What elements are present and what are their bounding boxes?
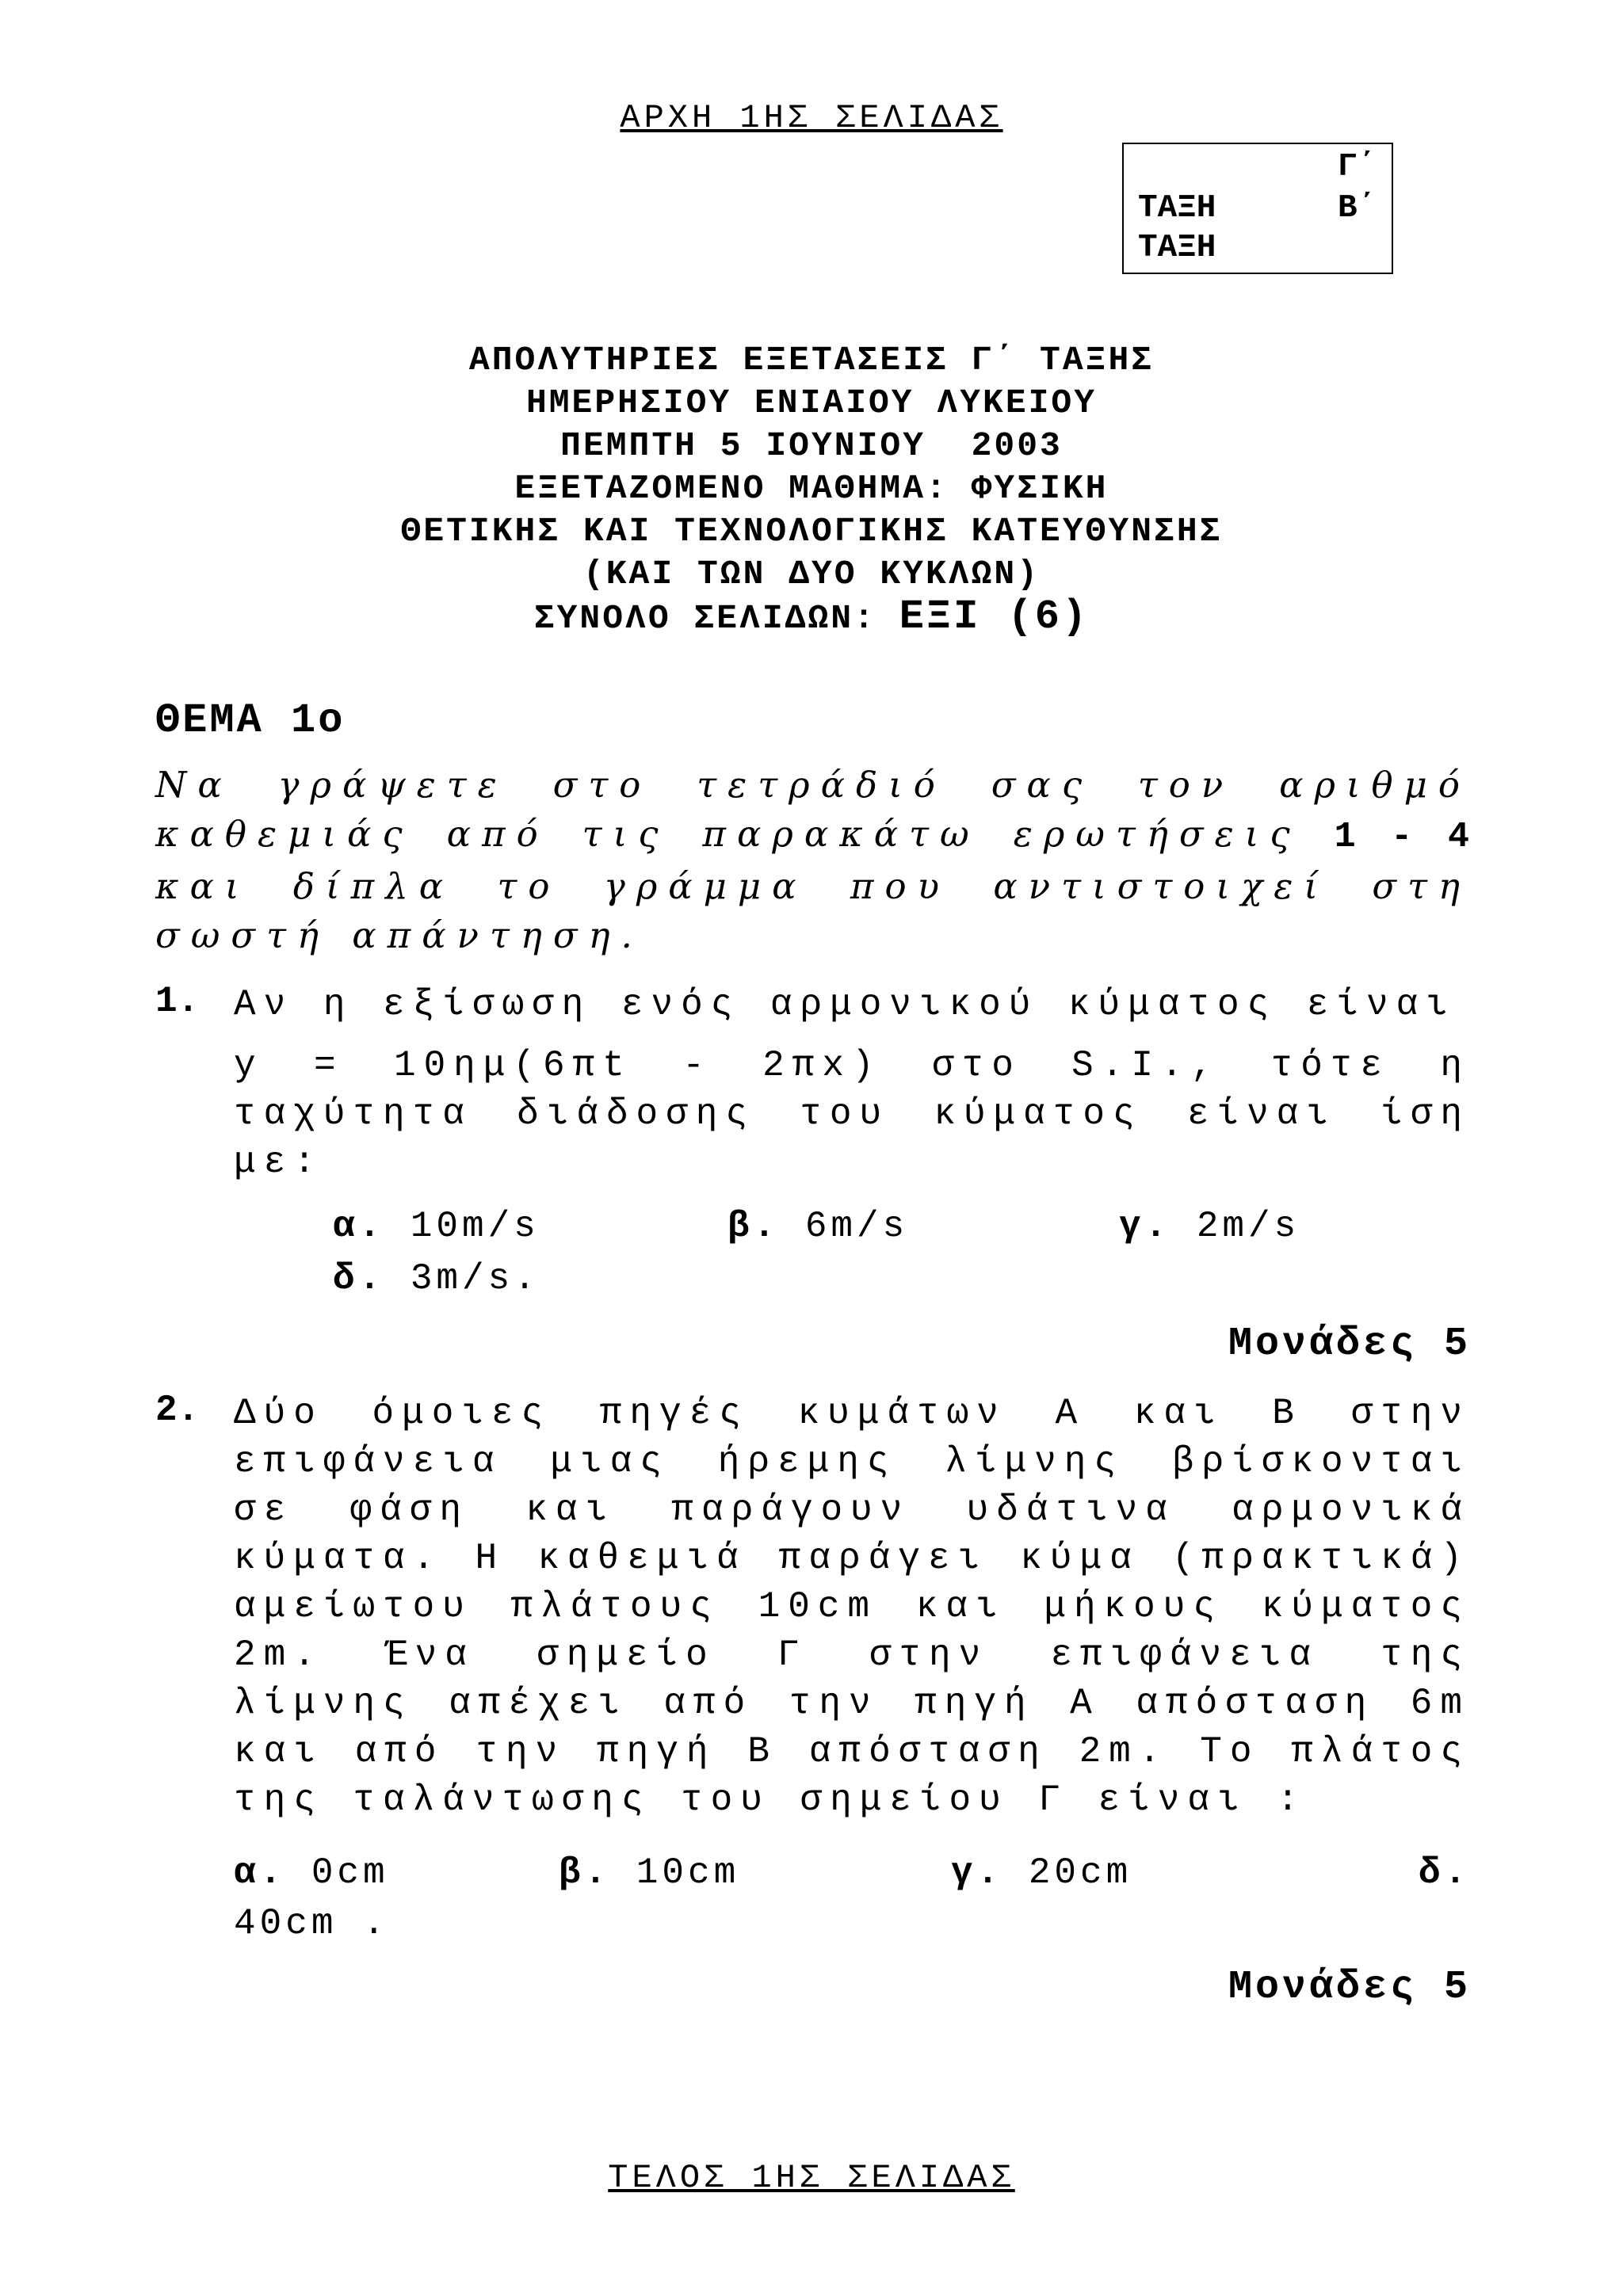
option-letter: γ. bbox=[1119, 1206, 1171, 1247]
option-letter: β. bbox=[727, 1206, 780, 1247]
instructions-part-2: και δίπλα το γράμμα που αντιστοιχεί στη σωστή απάντηση. bbox=[155, 865, 1471, 956]
question-2-option-c bbox=[951, 1852, 1132, 1894]
grade-box bbox=[1122, 143, 1393, 274]
title-line-4: ΕΞΕΤΑΖΟΜΕΝΟ ΜΑΘΗΜΑ: ΦΥΣΙΚΗ bbox=[514, 469, 1109, 508]
total-pages-word: ΕΞΙ bbox=[899, 593, 981, 640]
question-1-option-c bbox=[1119, 1206, 1300, 1247]
option-letter: δ. bbox=[1419, 1852, 1471, 1894]
question-1-option-a bbox=[333, 1206, 540, 1247]
title-line-6: (ΚΑΙ ΤΩΝ ΔΥΟ ΚΥΚΛΩΝ) bbox=[582, 555, 1041, 593]
option-letter: α. bbox=[333, 1206, 385, 1247]
option-letter: γ. bbox=[951, 1852, 1003, 1894]
option-value: 6m/s bbox=[804, 1206, 909, 1247]
page-header: ΑΡΧΗ 1ΗΣ ΣΕΛΙΔΑΣ bbox=[620, 99, 1003, 137]
option-value: 10cm bbox=[636, 1852, 740, 1894]
total-pages-label: ΣΥΝΟΛΟ ΣΕΛΙΔΩΝ: bbox=[533, 599, 899, 638]
question-2-option-a bbox=[234, 1852, 389, 1894]
question-2-option-d-letter bbox=[1419, 1852, 1470, 1894]
option-value: 40cm . bbox=[234, 1903, 389, 1944]
page-footer: ΤΕΛΟΣ 1ΗΣ ΣΕΛΙΔΑΣ bbox=[608, 2159, 1015, 2197]
theme-heading: ΘΕΜΑ 1ο bbox=[155, 697, 346, 744]
title-line-2: ΗΜΕΡΗΣΙΟΥ ΕΝΙΑΙΟΥ ΛΥΚΕΙΟΥ bbox=[525, 383, 1098, 422]
option-value: 2m/s bbox=[1196, 1206, 1300, 1247]
title-line-1: ΑΠΟΛΥΤΗΡΙΕΣ ΕΞΕΤΑΣΕΙΣ Γ΄ ΤΑΞΗΣ bbox=[468, 341, 1155, 379]
option-value: 20cm bbox=[1028, 1852, 1132, 1894]
option-value: 3m/s. bbox=[410, 1258, 540, 1299]
grade-box-taxi-1: ΤΑΞΗ bbox=[1138, 190, 1216, 227]
option-letter: β. bbox=[559, 1852, 611, 1894]
instructions-part-1: Να γράψετε στο τετράδιό σας τον αριθμό καθεμιάς από τις παρακάτω ερωτήσεις bbox=[155, 764, 1471, 855]
question-2-option-d-value bbox=[234, 1903, 389, 1944]
grade-box-g: Γ΄ bbox=[1338, 149, 1377, 185]
title-line-3: ΠΕΜΠΤΗ 5 ΙΟΥΝΙΟΥ 2003 bbox=[560, 426, 1063, 465]
question-1-option-b bbox=[727, 1206, 908, 1247]
exam-title bbox=[0, 339, 1623, 640]
option-value: 10m/s bbox=[410, 1206, 540, 1247]
question-1-option-d bbox=[333, 1258, 540, 1299]
question-2-text: Δύο όμοιες πηγές κυμάτων Α και Β στην επιφάνεια μιας ήρεμης λίμνης βρίσκονται σε φάση και παράγουν υδάτινα αρμονικά κύματα. Η καθεμιά παράγει κύμα (πρακτικά) αμείωτου πλάτους 10cm και μήκους κύματος 2m. Ένα σημείο Γ στην επιφάνεια της λίμνης απέχει από την πηγή Α απόσταση 6m και από την πηγή Β απόσταση 2m. Το πλάτος της ταλάντωσης του σημείου Γ είναι : bbox=[234, 1393, 1470, 1821]
question-1-text: Αν η εξίσωση ενός αρμονικού κύματος είναι bbox=[234, 984, 1456, 1025]
title-line-7 bbox=[0, 593, 1623, 640]
option-value: 0cm bbox=[311, 1852, 389, 1894]
question-1-marks: Μονάδες 5 bbox=[1228, 1322, 1471, 1367]
question-2-option-b bbox=[559, 1852, 739, 1894]
instructions-range: 1 - 4 bbox=[1334, 817, 1471, 857]
instructions bbox=[155, 761, 1471, 960]
total-pages-number: (6) bbox=[980, 593, 1090, 640]
question-1-text-2: y = 10ημ(6πt - 2πx) στο S.I., τότε η ταχύτητα διάδοσης του κύματος είναι ίση με: bbox=[234, 1045, 1470, 1183]
grade-box-b: Β΄ bbox=[1338, 190, 1377, 227]
question-2-number: 2. bbox=[155, 1390, 200, 1431]
question-1-number: 1. bbox=[155, 981, 200, 1022]
option-letter: α. bbox=[234, 1852, 286, 1894]
grade-box-taxi-2: ΤΑΞΗ bbox=[1138, 230, 1216, 266]
title-line-5: ΘΕΤΙΚΗΣ ΚΑΙ ΤΕΧΝΟΛΟΓΙΚΗΣ ΚΑΤΕΥΘΥΝΣΗΣ bbox=[400, 512, 1223, 551]
option-letter: δ. bbox=[333, 1258, 385, 1299]
question-2-marks: Μονάδες 5 bbox=[1228, 1965, 1471, 2010]
